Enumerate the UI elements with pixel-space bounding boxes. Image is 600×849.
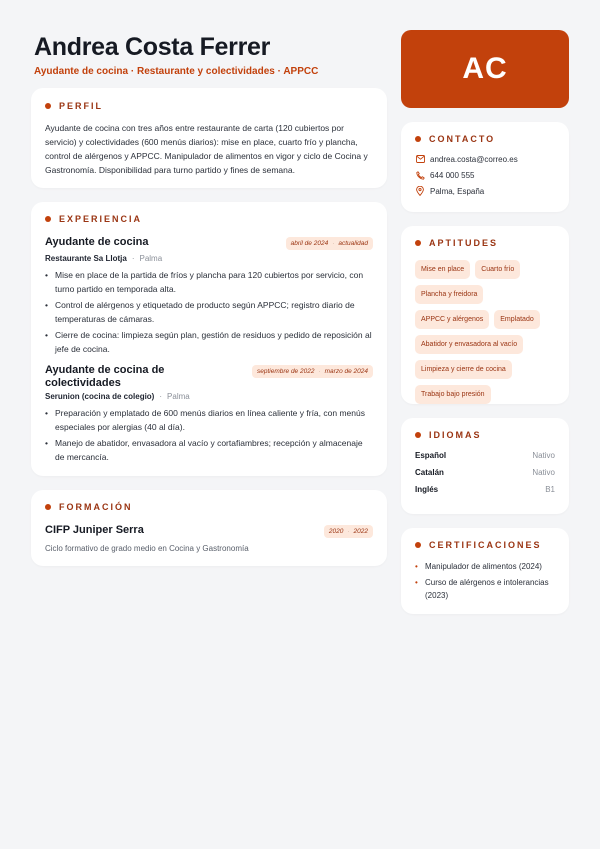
certification-item: • Curso de alérgenos e intolerancias (2023) (415, 576, 555, 602)
job-title: Ayudante de cocina de colectividades (45, 364, 165, 389)
language-name: Español (415, 451, 447, 460)
section-dot-icon (45, 216, 51, 222)
job-dates (252, 365, 373, 378)
languages-card (401, 418, 569, 514)
job-end-date: actualidad (338, 240, 368, 247)
contact-title-text: CONTACTO (429, 134, 496, 144)
job-company-line (45, 392, 373, 401)
language-row (415, 468, 555, 477)
skill-chip: Trabajo bajo presión (415, 385, 491, 404)
education-card (31, 490, 387, 566)
experience-title-text: EXPERIENCIA (59, 214, 143, 224)
skill-chip: Mise en place (415, 260, 470, 279)
job-bullets (45, 268, 373, 356)
skills-section-title (415, 238, 555, 248)
date-separator: · (332, 240, 335, 247)
skills-chip-list (415, 260, 555, 404)
experience-card (31, 202, 387, 476)
education-start: 2020 (328, 528, 344, 535)
initials-text: AC (462, 52, 508, 85)
job-company: Serunion (cocina de colegio) (45, 392, 155, 401)
section-dot-icon (45, 103, 51, 109)
job-entry (45, 364, 373, 464)
education-end: 2022 (353, 528, 368, 535)
experience-section-title (45, 214, 373, 224)
skills-card (401, 226, 569, 404)
profile-summary: Ayudante de cocina con tres años entre restaurante de carta (120 cubiertos por servicio) y colectividades (600 menús diarios): mise en place, cuarto frío y plancha, control de alérgenos y APPCC. Manipulador de alimentos en vigor y ciclo de Cocina y Gastronomía. Disponibilidad para turno partido y fines de semana. (45, 123, 368, 175)
contact-location-row (415, 186, 555, 196)
certifications-title-text: CERTIFICACIONES (429, 540, 542, 550)
job-company: Restaurante Sa Llotja (45, 254, 127, 263)
language-row (415, 485, 555, 494)
initials-badge (401, 30, 569, 108)
job-start-date: abril de 2024 (290, 240, 329, 247)
languages-section-title (415, 430, 555, 440)
skills-title-text: APTITUDES (429, 238, 499, 248)
contact-phone-row[interactable] (415, 170, 555, 180)
contact-location: Palma, España (430, 186, 485, 196)
candidate-headline: Ayudante de cocina · Restaurante y colectividades · APPCC (34, 66, 319, 77)
mail-icon (415, 154, 425, 164)
date-separator: · (347, 528, 350, 535)
candidate-name: Andrea Costa Ferrer (34, 33, 271, 61)
contact-section-title (415, 134, 555, 144)
job-dates (286, 237, 373, 250)
skill-chip: Abatidor y envasadora al vacío (415, 335, 523, 354)
certifications-card (401, 528, 569, 614)
education-section-title (45, 502, 373, 512)
job-bullet: • Preparación y emplatado de 600 menús diarios en línea caliente y fría, con menús especiales por alergias (40 al día). (45, 406, 373, 434)
job-location: Palma (167, 392, 190, 401)
resume-header (34, 32, 394, 77)
location-separator: · (131, 254, 135, 263)
education-dates (324, 525, 373, 538)
skill-chip: Cuarto frío (475, 260, 520, 279)
job-entry (45, 236, 373, 356)
certification-item: • Manipulador de alimentos (2024) (415, 560, 555, 573)
certifications-list (415, 560, 555, 602)
section-dot-icon (415, 240, 421, 246)
contact-email[interactable]: andrea.costa@correo.es (430, 154, 518, 164)
job-start-date: septiembre de 2022 (256, 368, 315, 375)
section-dot-icon (415, 136, 421, 142)
profile-card (31, 88, 387, 188)
language-row (415, 451, 555, 460)
skill-chip: Limpieza y cierre de cocina (415, 360, 512, 379)
section-dot-icon (415, 432, 421, 438)
language-name: Catalán (415, 468, 444, 477)
certifications-section-title (415, 540, 555, 550)
job-location: Palma (139, 254, 163, 263)
education-title-text: FORMACIÓN (59, 502, 133, 512)
job-bullet: • Manejo de abatidor, envasadora al vacío y cortafiambres; recepción y almacenaje de mercancía. (45, 436, 373, 464)
contact-card (401, 122, 569, 212)
job-bullet: • Mise en place de la partida de fríos y plancha para 120 cubiertos por servicio, con turno partido en temporada alta. (45, 268, 373, 296)
skill-chip: Emplatado (494, 310, 539, 329)
languages-title-text: IDIOMAS (429, 430, 482, 440)
education-school: CIFP Juniper Serra (45, 524, 144, 536)
profile-section-title (45, 101, 373, 111)
job-bullet: • Control de alérgenos y etiquetado de producto según APPCC; registro diario de temperaturas de cámaras. (45, 298, 373, 326)
contact-email-row[interactable] (415, 154, 555, 164)
job-title: Ayudante de cocina (45, 236, 149, 248)
job-company-line (45, 254, 373, 263)
education-program: Ciclo formativo de grado medio en Cocina y Gastronomía (45, 544, 249, 553)
location-separator: · (159, 392, 163, 401)
job-bullet: • Cierre de cocina: limpieza según plan, gestión de residuos y pedido de reposición al jefe de cocina. (45, 328, 373, 356)
skill-chip: Plancha y freidora (415, 285, 483, 304)
language-level: Nativo (532, 468, 555, 477)
job-bullets (45, 406, 373, 464)
language-level: B1 (545, 485, 555, 494)
language-name: Inglés (415, 485, 439, 494)
contact-phone[interactable]: 644 000 555 (430, 170, 475, 180)
phone-icon (415, 170, 425, 180)
map-pin-icon (415, 186, 425, 196)
date-separator: · (318, 368, 321, 375)
job-end-date: marzo de 2024 (324, 368, 368, 375)
language-level: Nativo (532, 451, 555, 460)
profile-title-text: PERFIL (59, 101, 104, 111)
section-dot-icon (45, 504, 51, 510)
skill-chip: APPCC y alérgenos (415, 310, 489, 329)
section-dot-icon (415, 542, 421, 548)
